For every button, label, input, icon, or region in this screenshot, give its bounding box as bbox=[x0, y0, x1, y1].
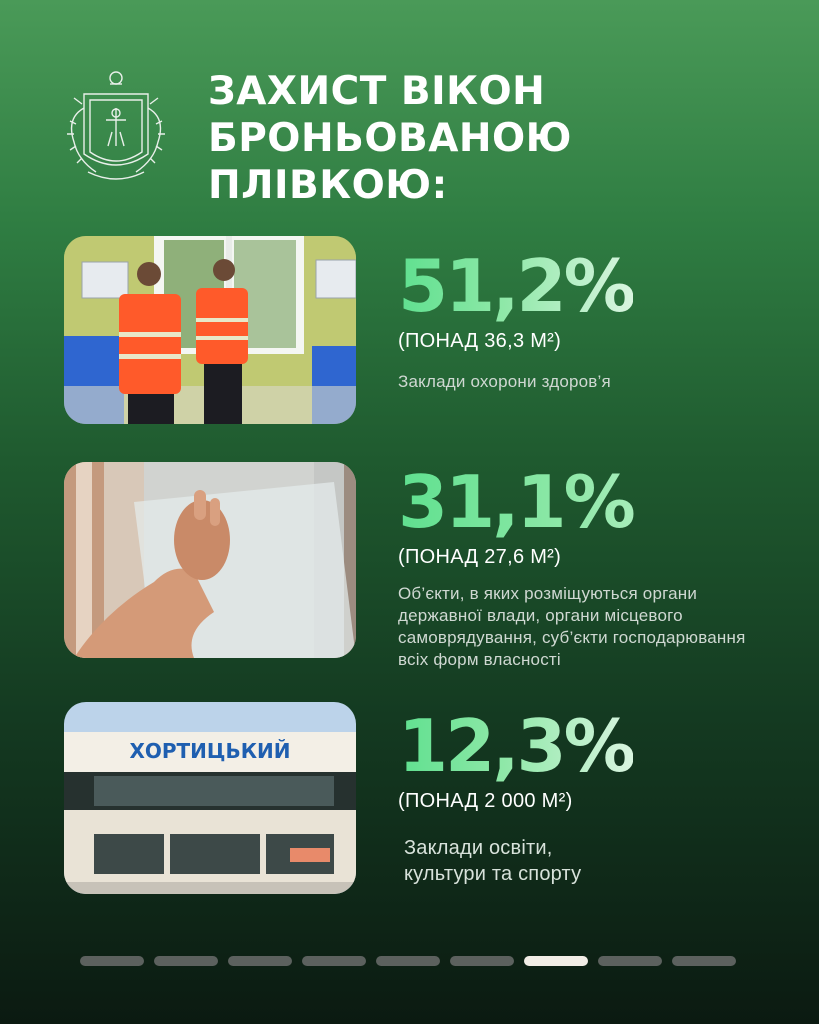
stat-amount: (ПОНАД 36,3 М²) bbox=[398, 330, 562, 352]
pager-dot[interactable] bbox=[450, 956, 514, 966]
stat-block-1 bbox=[398, 246, 633, 393]
photo-card-healthcare bbox=[64, 236, 356, 424]
photo-card-government bbox=[64, 462, 356, 658]
stat-amount: (ПОНАД 2 000 М²) bbox=[398, 790, 573, 812]
stat-description: Об’єкти, в яких розміщуються органи державної влади, органи місцевого самоврядування, суб’єкти господарювання всіх форм власності bbox=[398, 584, 746, 669]
stat-description: Заклади охорони здоров’я bbox=[398, 372, 611, 391]
stat-percent: 51,2% bbox=[398, 244, 633, 328]
pager-dot[interactable] bbox=[302, 956, 366, 966]
title-line-3: ПЛІВКОЮ: bbox=[208, 163, 448, 208]
pager-dot[interactable] bbox=[154, 956, 218, 966]
pager-dot[interactable] bbox=[672, 956, 736, 966]
page-title bbox=[208, 68, 572, 209]
stat-percent: 31,1% bbox=[398, 462, 778, 542]
stat-description: Заклади освіти, культури та спорту bbox=[404, 837, 582, 885]
photo-card-education bbox=[64, 702, 356, 894]
title-line-2: БРОНЬОВАНОЮ bbox=[208, 116, 572, 161]
pager-dot[interactable] bbox=[228, 956, 292, 966]
carousel-pager bbox=[80, 956, 736, 966]
stat-amount: (ПОНАД 27,6 М²) bbox=[398, 546, 562, 568]
title-line-1: ЗАХИСТ ВІКОН bbox=[208, 69, 546, 114]
stat-block-3 bbox=[398, 706, 633, 887]
pager-dot[interactable] bbox=[598, 956, 662, 966]
pager-dot[interactable] bbox=[376, 956, 440, 966]
building-sign: ХОРТИЦЬКИЙ bbox=[129, 739, 291, 763]
pager-dot-active[interactable] bbox=[524, 956, 588, 966]
stat-block-2 bbox=[398, 462, 778, 671]
oblast-emblem-icon bbox=[60, 68, 172, 190]
stat-percent: 12,3% bbox=[398, 704, 633, 788]
pager-dot[interactable] bbox=[80, 956, 144, 966]
